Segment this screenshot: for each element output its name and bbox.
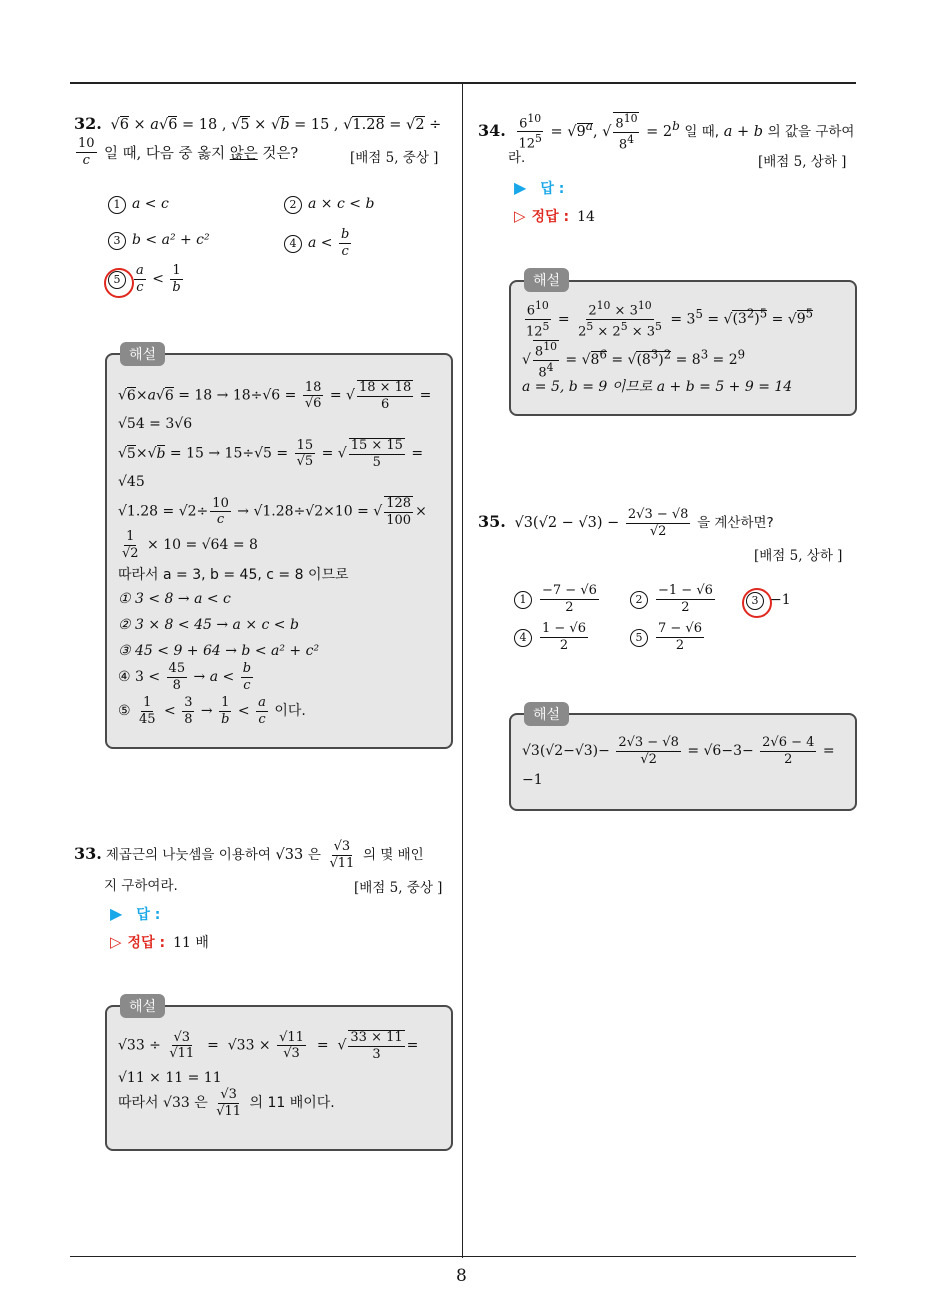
q32-choice-5[interactable]: 5 $\frac{a}{c}$ < $\frac{1}{b}$ xyxy=(108,264,185,294)
q35-solution-tag: 해설 xyxy=(524,702,569,726)
q34-number: 34. xyxy=(478,120,506,140)
q34-sol-line3: a = 5, b = 9 이므로 a + b = 5 + 9 = 14 xyxy=(522,379,793,395)
q34-stem-line2: 라. xyxy=(508,150,526,166)
q33-score: [배점 5, 중상 ] xyxy=(354,880,443,896)
q33-sol-line2: √11 × 11 = 11 xyxy=(118,1070,222,1086)
q35-choice-4[interactable]: 4 $\frac{1 - √6}{2}$ xyxy=(514,622,590,652)
q32-sol-line2: √54 = 3√6 xyxy=(118,416,193,432)
play-icon: ▶ xyxy=(110,904,123,923)
q35-stem-line1: 35. √3(√2 − √3) − $\frac{2√3 - √8}{√2}$ 을 계산하면? xyxy=(478,507,774,539)
q33-sol-line1: √33 ÷ $\frac{√3}{√11}$ = √33 × $\frac{√11}{√3}$ = √ $\frac{33 \times 11}{3}$ = xyxy=(118,1029,419,1062)
q32-number: 32. xyxy=(74,114,102,133)
q32-solution-tag: 해설 xyxy=(120,342,165,366)
q32-sol-line3: √5×√b = 15 → 15÷√5 = $\frac{15}{√5}$ = √ $\frac{15 \times 15}{5}$ = xyxy=(118,437,424,470)
q32-formula: √6 × a√6 = 18 , √5 × √b = 15 , √1.28 = √2 ÷ $\frac{10}{c}$ xyxy=(78,117,442,168)
q35-sol-line2: −1 xyxy=(522,772,543,788)
page-number: 8 xyxy=(456,1266,467,1286)
q33-sol-line3: 따라서 √33 은 $\frac{√3}{√11}$ 의 11 배이다. xyxy=(118,1087,335,1119)
q34-answer-row[interactable]: ▶ 답 : xyxy=(514,178,565,197)
q34-sol-line1: $\frac{6^{10}}{12^5}$ = $\frac{2^{10} \times 3^{10}}{2^5 \times 2^5 \times 3^5}$ = $3^5 = √(3^2)^5 = √9^5$ xyxy=(526,299,814,340)
q32-score: [배점 5, 중상 ] xyxy=(350,150,439,166)
q32-choice-2[interactable]: 2 a × c < b xyxy=(284,196,374,214)
q33-number: 33. xyxy=(74,844,102,864)
q32-underlined-word: 않은 xyxy=(229,146,258,162)
q32-choice-1[interactable]: 1 a < c xyxy=(108,196,169,214)
q32-sol-line6: $\frac{1}{√2}$ × 10 = √64 = 8 xyxy=(122,529,258,561)
q34-solution-tag: 해설 xyxy=(524,268,569,292)
q33-solution-tag: 해설 xyxy=(120,994,165,1018)
q32-sol-check5: ⑤ $\frac{1}{45}$ < $\frac{3}{8}$ → $\frac{1}{b}$ < $\frac{a}{c}$ 이다. xyxy=(118,695,306,727)
q34-score: [배점 5, 상하 ] xyxy=(758,154,847,170)
outline-triangle-icon: ▷ xyxy=(514,207,526,225)
q33-correct-row: ▷ 정답 : 11 배 xyxy=(110,933,209,951)
bottom-rule xyxy=(70,1256,856,1257)
q35-choice-2[interactable]: 2 $\frac{-1 - √6}{2}$ xyxy=(630,584,717,614)
q32-sol-check4: ④ 3 < $\frac{45}{8}$ → a < $\frac{b}{c}$ xyxy=(118,661,252,693)
q32-sol-line4: √45 xyxy=(118,474,145,490)
q32-stem-line2: 일 때, 다음 중 옳지 않은 것은? xyxy=(104,146,299,162)
q33-answer-row[interactable]: ▶ 답 : xyxy=(110,904,161,923)
q35-score: [배점 5, 상하 ] xyxy=(754,548,843,564)
q34-stem-line1: 34. $\frac{6^{10}}{12^5}$ = $√9^a$, √ $\frac{8^{10}}{8^4}$ = $2^b$ 일 때, a + b 의 값을 구하여 xyxy=(478,111,855,153)
q34-sol-line2: √ $\frac{8^{10}}{8^4}$ = $√8^6 = √(8^3)^2 = 8^3 = 2^9$ xyxy=(522,340,746,381)
play-icon: ▶ xyxy=(514,178,527,197)
q35-choice-5[interactable]: 5 $\frac{7 - √6}{2}$ xyxy=(630,622,706,652)
q32-sol-line5: √1.28 = √2÷ $\frac{10}{c}$ → √1.28÷√2×10 = √ $\frac{128}{100}$ × xyxy=(118,495,427,528)
q32-sol-check3: ③ 45 < 9 + 64 → b < a² + c² xyxy=(118,643,320,659)
q32-sol-check1: ① 3 < 8 → a < c xyxy=(118,591,231,607)
q33-stem-line2: 지 구하여라. xyxy=(104,878,178,894)
q33-stem-line1: 33. 제곱근의 나눗셈을 이용하여 √33 은 $\frac{√3}{√11}$ 의 몇 배인 xyxy=(74,839,424,871)
q34-correct-row: ▷ 정답 : 14 xyxy=(514,207,595,225)
top-rule xyxy=(70,82,856,84)
q32-choice-4[interactable]: 4 a < $\frac{b}{c}$ xyxy=(284,228,353,258)
q35-number: 35. xyxy=(478,512,506,532)
q32-choice-3[interactable]: 3 b < a² + c² xyxy=(108,232,210,250)
outline-triangle-icon: ▷ xyxy=(110,933,122,951)
q35-sol-line1: √3(√2−√3)− $\frac{2√3 - √8}{√2}$ = √6−3− $\frac{2√6 - 4}{2}$ = xyxy=(522,735,835,767)
q35-choice-3[interactable]: 3 −1 xyxy=(746,592,791,610)
q32-sol-therefore: 따라서 a = 3, b = 45, c = 8 이므로 xyxy=(118,567,349,583)
column-divider xyxy=(462,82,463,1258)
q32-sol-check2: ② 3 × 8 < 45 → a × c < b xyxy=(118,617,299,633)
q32-sol-line1: √6×a√6 = 18 → 18÷√6 = $\frac{18}{√6}$ = √ $\frac{18 \times 18}{6}$ = xyxy=(118,379,432,412)
q35-choice-1[interactable]: 1 $\frac{-7 - √6}{2}$ xyxy=(514,584,601,614)
